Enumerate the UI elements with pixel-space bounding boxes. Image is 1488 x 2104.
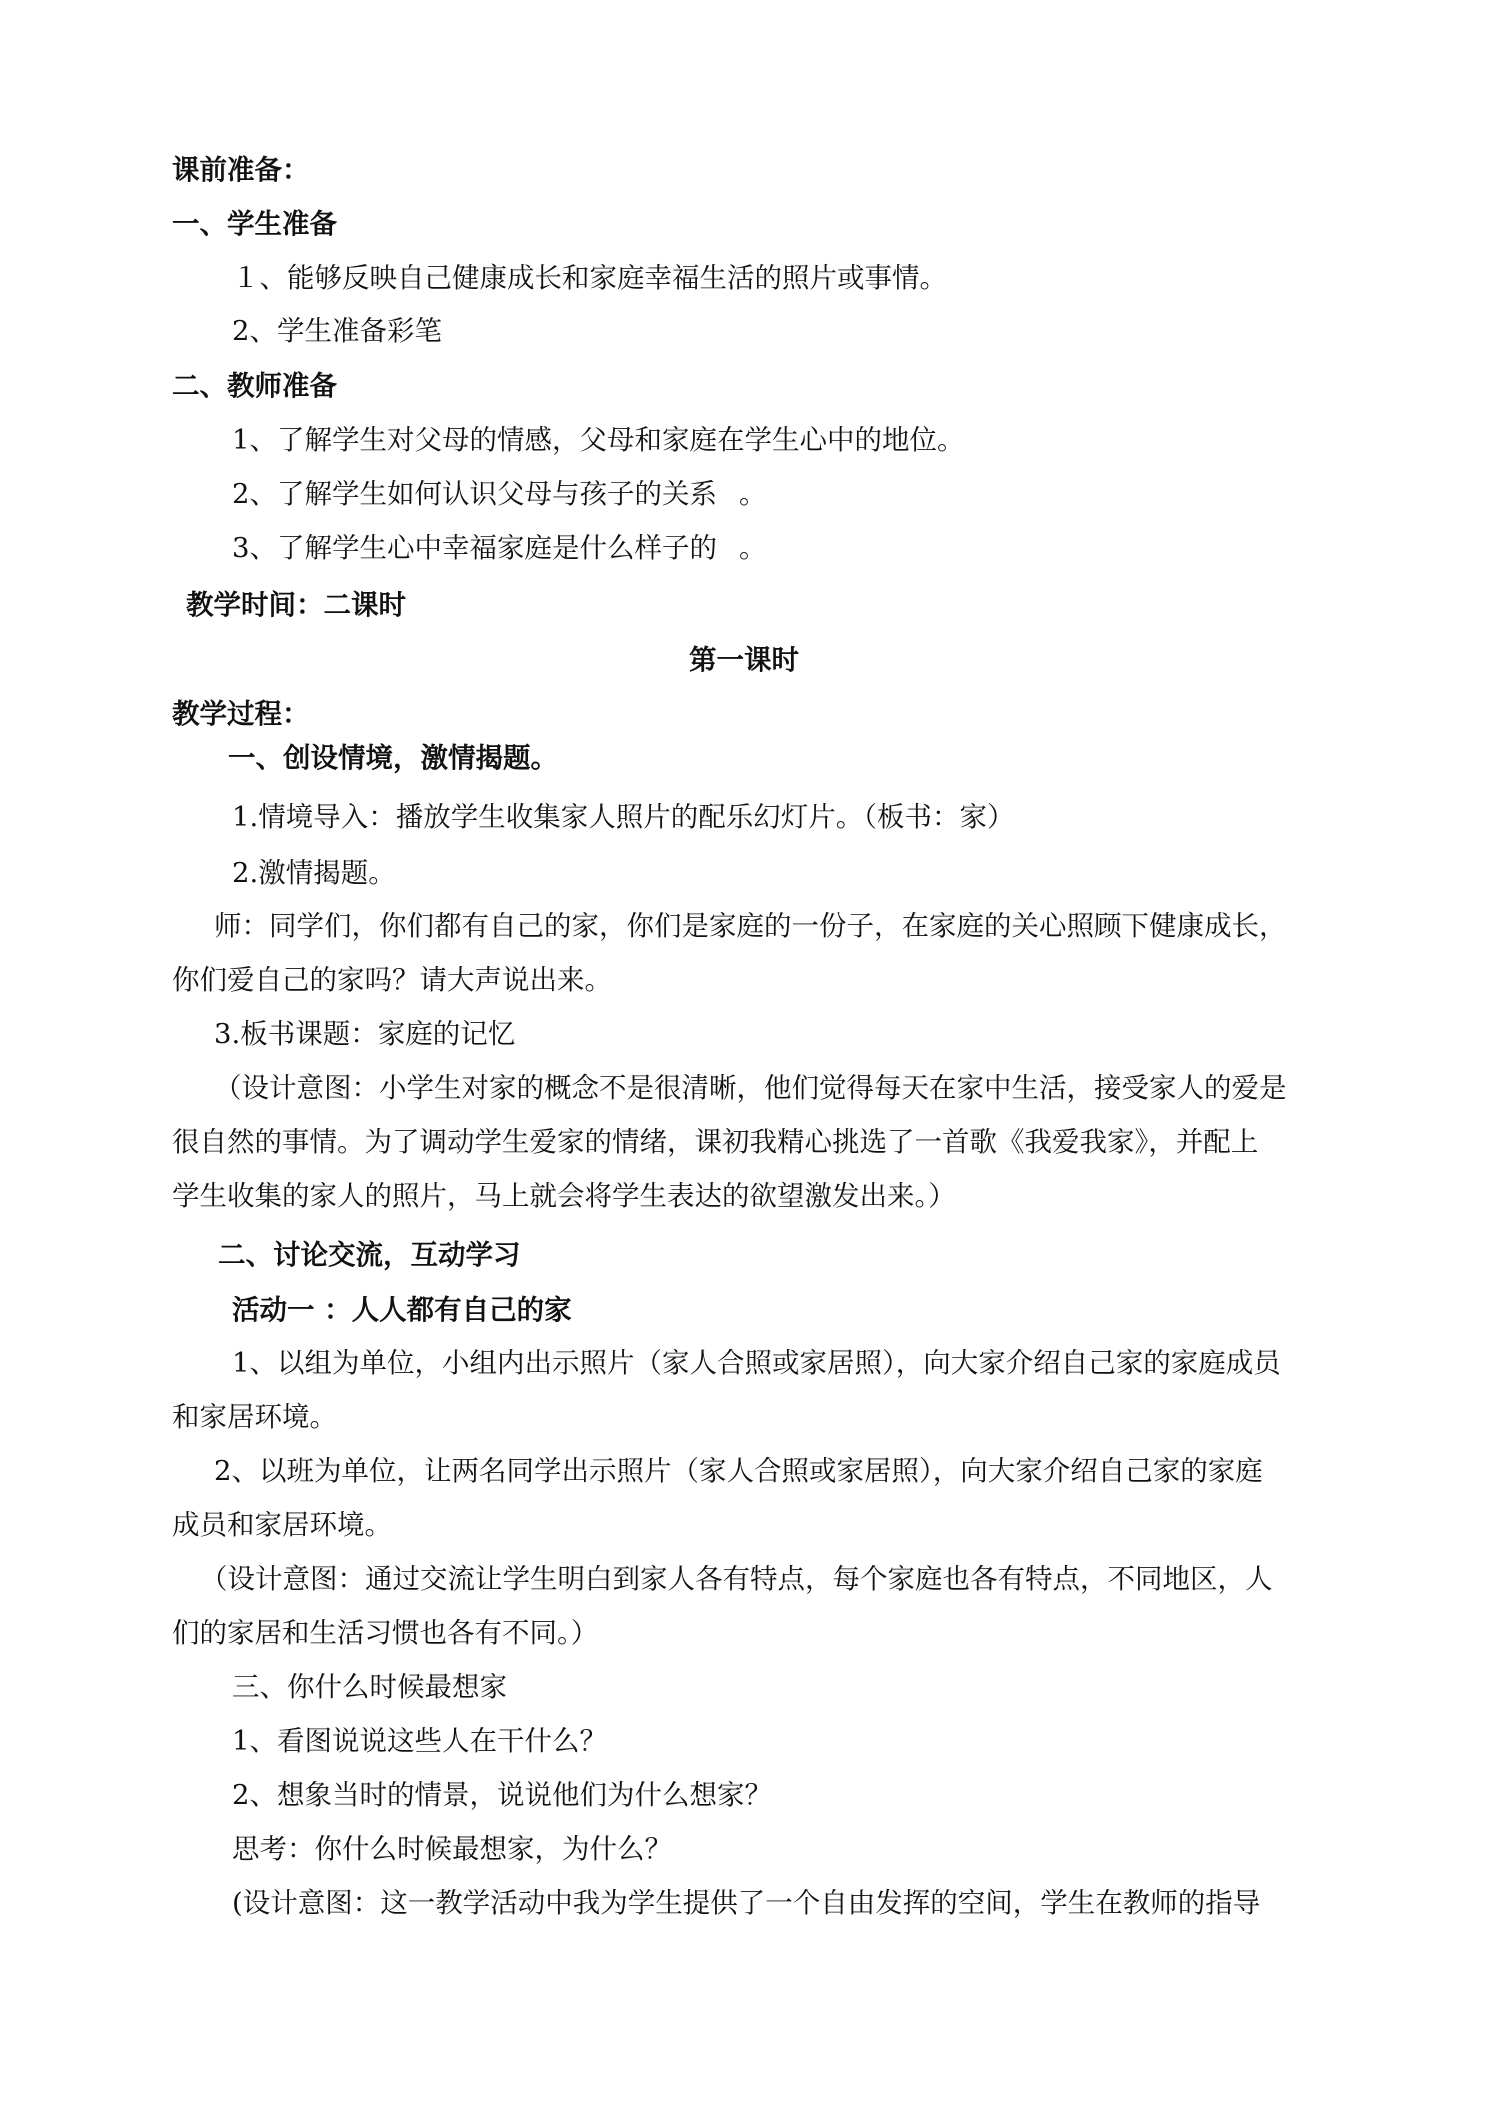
section1-teacher-line1: 师：同学们，你们都有自己的家，你们是家庭的一份子，在家庭的关心照顾下健康成长， [214, 910, 1287, 942]
student-prep-item-2: 2、学生准备彩笔 [232, 315, 442, 347]
activity1-item1-line1: 1、以组为单位，小组内出示照片（家人合照或家居照），向大家介绍自己家的家庭成员 [232, 1347, 1281, 1379]
section2-design-line1: （设计意图：通过交流让学生明白到家人各有特点，每个家庭也各有特点，不同地区，人 [200, 1563, 1273, 1595]
prep-heading: 课前准备： [172, 154, 310, 186]
section1-step2: 2.激情揭题。 [232, 857, 396, 889]
section1-design-line1: （设计意图：小学生对家的概念不是很清晰，他们觉得每天在家中生活，接受家人的爱是 [214, 1072, 1287, 1104]
teacher-prep-item-1: 1、了解学生对父母的情感，父母和家庭在学生心中的地位。 [232, 424, 965, 456]
teacher-prep-item-3-period: 。 [739, 532, 767, 564]
section1-design-line3: 学生收集的家人的照片，马上就会将学生表达的欲望激发出来。） [172, 1180, 956, 1212]
section1-design-line2: 很自然的事情。为了调动学生爱家的情绪，课初我精心挑选了一首歌《我爱我家》，并配上 [172, 1126, 1259, 1158]
section1-step1: 1.情境导入：播放学生收集家人照片的配乐幻灯片。（板书：家） [232, 801, 1015, 833]
section3-title: 三、你什么时候最想家 [232, 1671, 507, 1703]
activity1-title: 活动一 ：人人都有自己的家 [232, 1294, 572, 1326]
section2-design-line2: 们的家居和生活习惯也各有不同。） [172, 1617, 599, 1649]
section1-title: 一、创设情境，激情揭题。 [228, 742, 558, 774]
activity1-item2-line1: 2、以班为单位，让两名同学出示照片（家人合照或家居照），向大家介绍自己家的家庭 [214, 1455, 1263, 1487]
teacher-prep-item-2-period: 。 [739, 478, 767, 510]
activity1-item1-line2: 和家居环境。 [172, 1401, 337, 1433]
student-prep-title: 一、学生准备 [172, 208, 337, 240]
section1-step3: 3.板书课题：家庭的记忆 [214, 1018, 516, 1050]
process-heading: 教学过程： [172, 698, 310, 730]
teacher-prep-item-2-text: 2、了解学生如何认识父母与孩子的关系 [232, 478, 717, 510]
teacher-prep-item-3 [232, 528, 767, 568]
teacher-prep-title: 二、教师准备 [172, 370, 337, 402]
section3-question1: 1、看图说说这些人在干什么？ [232, 1725, 607, 1757]
section1-teacher-line2: 你们爱自己的家吗？请大声说出来。 [172, 964, 612, 996]
teacher-prep-item-3-text: 3、了解学生心中幸福家庭是什么样子的 [232, 532, 717, 564]
section3-think: 思考：你什么时候最想家，为什么？ [232, 1833, 672, 1865]
lesson-title: 第一课时 [689, 644, 799, 676]
section3-design-line1: (设计意图：这一教学活动中我为学生提供了一个自由发挥的空间，学生在教师的指导 [232, 1887, 1261, 1919]
activity1-item2-line2: 成员和家居环境。 [172, 1509, 392, 1541]
teacher-prep-item-2 [232, 474, 767, 514]
section3-question2: 2、想象当时的情景，说说他们为什么想家？ [232, 1779, 772, 1811]
teaching-time: 教学时间：二课时 [186, 589, 406, 621]
section2-title: 二、讨论交流，互动学习 [218, 1239, 521, 1271]
student-prep-item-1: １、能够反映自己健康成长和家庭幸福生活的照片或事情。 [232, 262, 947, 294]
